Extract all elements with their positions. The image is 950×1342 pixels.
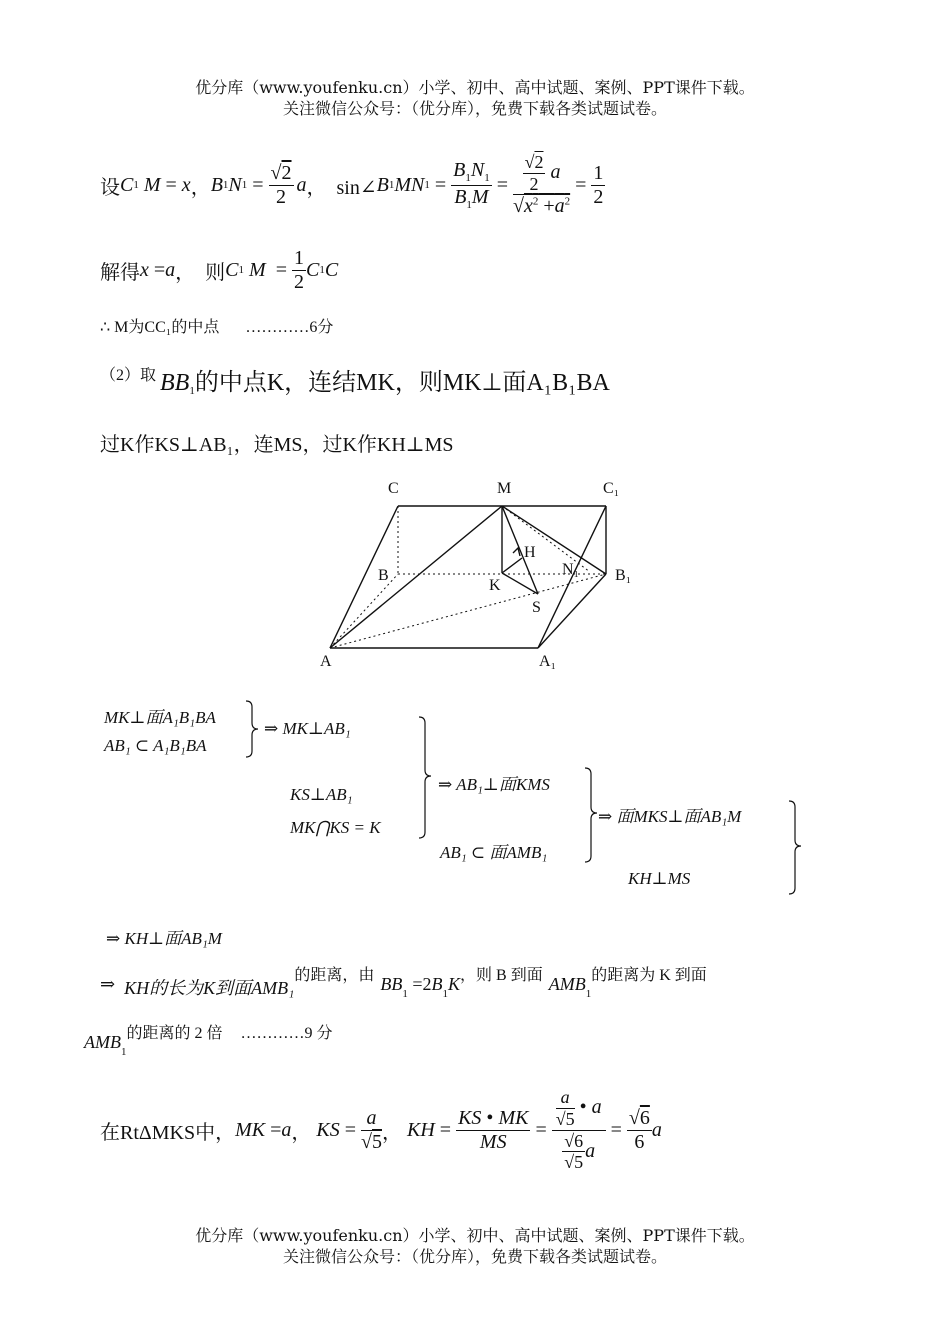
brace-2 bbox=[419, 717, 431, 838]
distance-a: KH的长为K到面AMB₁ bbox=[124, 978, 295, 998]
part2-num: （2）取 bbox=[100, 367, 157, 384]
label-a: A bbox=[320, 653, 332, 670]
hidden-a-b bbox=[330, 574, 398, 648]
rt-line: 在RtΔMKS中， MK = a ， KS = $\frac{a}{√5}$ ， KH = $\frac{KS • MK}{MS}$ = $\frac{a}{√5}$ • a $\frac{√6}{√5}$ a = $\frac{√6}{6}$ a bbox=[100, 1087, 662, 1173]
distance-line-2: AMB $_1$ 的距离的 2 倍 …………9 分 bbox=[84, 1020, 333, 1060]
header-line-2: 关注微信公众号：（优分库），免费下载各类试题试卷。 bbox=[282, 99, 667, 118]
label-s: S bbox=[532, 599, 541, 616]
part2-rest: 的中点K，连结MK，则MK⊥面A₁B₁BA bbox=[194, 370, 610, 396]
proof-l5: AB₁ ⊂ 面AMB₁ bbox=[440, 843, 548, 862]
proof-r3: ⇒ 面MKS⊥面AB₁M bbox=[598, 807, 742, 826]
equation-solve: 解得 x = a ， 则 C 1 M = $\frac{1}{2}$ C 1 C bbox=[100, 246, 339, 293]
rt-prefix: 在RtΔMKS中， bbox=[100, 1121, 236, 1144]
brace-3 bbox=[585, 768, 597, 862]
distance-b: 的距离，由 bbox=[294, 967, 375, 984]
step-line: 过K作KS⊥AB₁，连MS，过K作KH⊥MS bbox=[100, 434, 454, 456]
score-6: …………6分 bbox=[245, 319, 334, 336]
geometry-figure bbox=[300, 470, 660, 675]
proof-l1: MK⊥面A₁B₁BA bbox=[104, 708, 216, 727]
proof-r2: ⇒ AB₁⊥面KMS bbox=[438, 775, 550, 794]
proof-l4: MK⋂KS = K bbox=[290, 818, 381, 837]
label-b: B bbox=[378, 567, 389, 584]
label-h: H bbox=[524, 544, 536, 561]
edge-a1-b1 bbox=[538, 574, 606, 648]
distance-line-1: ⇒ KH的长为K到面AMB₁ 的距离，由 BB $_1$ =2B $_1$ K ，则 B 到面 AMB $_1$ 的距离为 K 到面 bbox=[100, 962, 707, 1002]
label-a1: A₁ bbox=[539, 653, 557, 670]
label-n1: N₁ bbox=[562, 561, 580, 578]
equation-set-c1m: 设 C 1 M = x ， B 1 N 1 = $\frac{√2}{2}$ a ， sin∠ B 1 MN 1 = $\frac{B_1N_1}{B_1M}$ = $\frac{√2}{2}$ a $√x^2 +a^2$ = $\frac{1}{2}$ bbox=[100, 151, 604, 218]
footer-line-2: 关注微信公众号：（优分库），免费下载各类试题试卷。 bbox=[282, 1247, 667, 1266]
proof-l6: KH⊥MS bbox=[628, 869, 691, 888]
label-b1: B₁ bbox=[615, 567, 632, 584]
distance-e: 的距离的 2 倍 bbox=[126, 1025, 223, 1042]
proof-r1: ⇒ MK⊥AB₁ bbox=[264, 719, 351, 738]
distance-d: 的距离为 K 到面 bbox=[591, 967, 707, 984]
label-c1: C₁ bbox=[603, 480, 620, 497]
edge-k-h bbox=[502, 558, 522, 573]
label-c: C bbox=[388, 480, 399, 497]
score-9: …………9 分 bbox=[240, 1025, 333, 1042]
header-line-1: 优分库（www.youfenku.cn）小学、初中、高中试题、案例、PPT课件下载。 bbox=[195, 78, 755, 97]
edge-a-m bbox=[330, 506, 502, 648]
edge-k-s bbox=[502, 573, 538, 594]
set-prefix: 设 bbox=[100, 176, 120, 199]
hidden-a-b1 bbox=[330, 574, 606, 648]
brace-1 bbox=[246, 701, 258, 757]
brace-4 bbox=[789, 801, 801, 894]
label-m: M bbox=[497, 480, 512, 497]
proof-l2: AB₁ ⊂ A₁B₁BA bbox=[104, 736, 207, 755]
right-angle-h bbox=[513, 548, 520, 556]
proof-braces bbox=[240, 695, 810, 900]
midpoint-line bbox=[100, 314, 333, 337]
footer-line-1: 优分库（www.youfenku.cn）小学、初中、高中试题、案例、PPT课件下载。 bbox=[195, 1226, 755, 1245]
part2-line: （2）取 $BB_1$的中点K，连结MK，则MK⊥面A₁B₁BA bbox=[100, 367, 610, 398]
midpoint-text: ∴ M为CC₁的中点 bbox=[100, 319, 220, 336]
solve-prefix: 解得 bbox=[100, 261, 140, 284]
label-k: K bbox=[489, 577, 501, 594]
proof-l3: KS⊥AB₁ bbox=[290, 785, 353, 804]
proof-r4: ⇒ KH⊥面AB₁M bbox=[106, 929, 222, 948]
then-word: 则 bbox=[205, 261, 226, 284]
distance-c: ，则 B 到面 bbox=[460, 967, 543, 984]
